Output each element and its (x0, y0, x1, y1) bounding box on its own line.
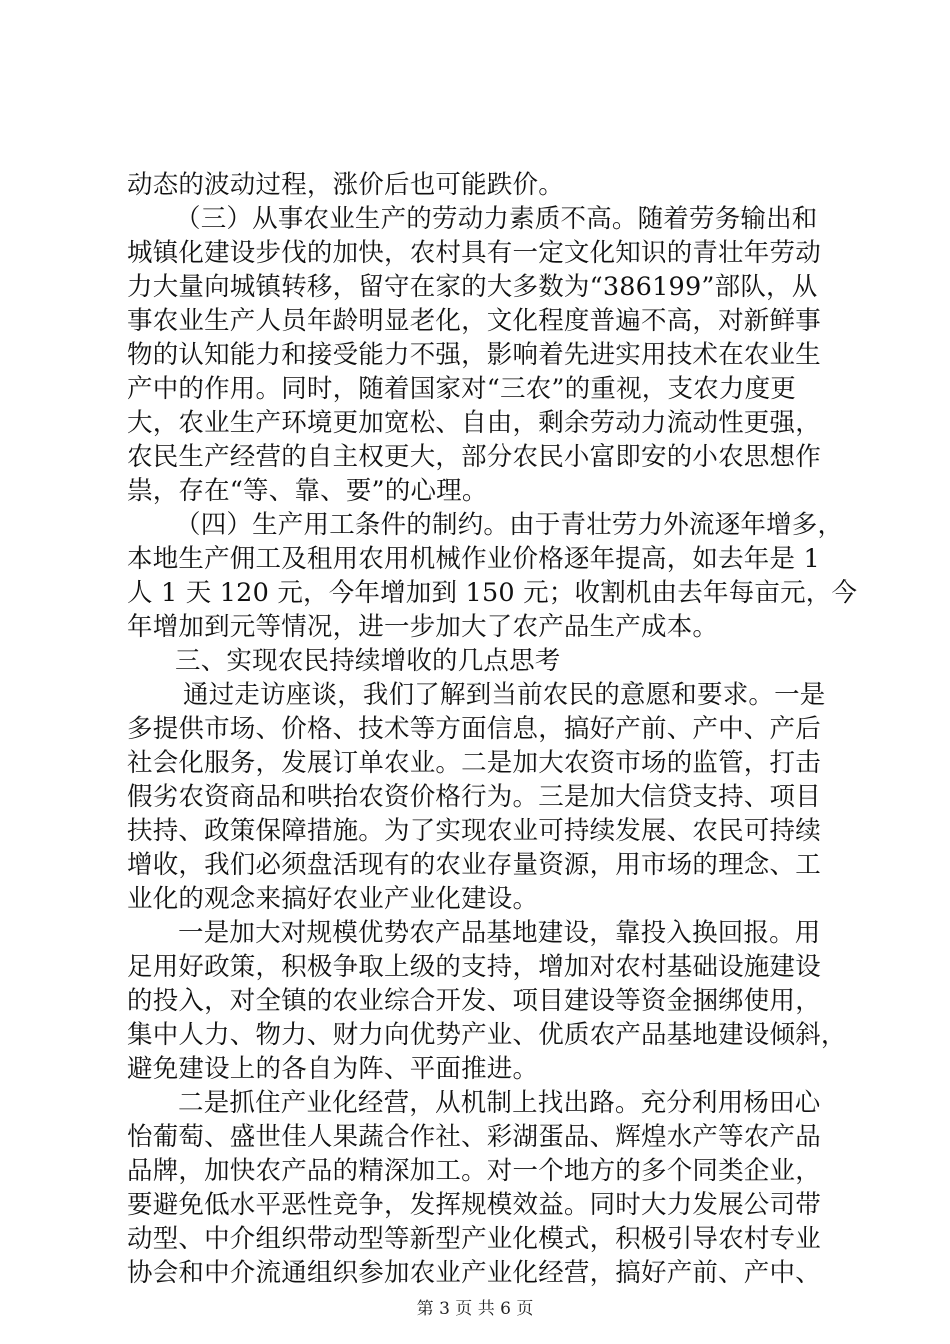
text-line: 祟，存在“等、靠、要”的心理。 (127, 476, 488, 506)
text-line: 避免建设上的各自为阵、平面推进。 (127, 1054, 539, 1084)
text-line: 假劣农资商品和哄抬农资价格行为。三是加大信贷支持、项目 (127, 782, 821, 812)
text-line: 社会化服务，发展订单农业。二是加大农资市场的监管，打击 (127, 748, 821, 778)
text-line: 动型、中介组织带动型等新型产业化模式，积极引导农村专业 (127, 1224, 821, 1254)
section-heading: 三、实现农民持续增收的几点思考 (175, 646, 561, 676)
text-line: 协会和中介流通组织参加农业产业化经营，搞好产前、产中、 (127, 1258, 821, 1288)
text-line: 动态的波动过程，涨价后也可能跌价。 (127, 170, 564, 200)
paragraph-start-line: （三）从事农业生产的劳动力素质不高。随着劳务输出和 (175, 204, 818, 234)
page-footer: 第 3 页 共 6 页 (416, 1299, 534, 1319)
text-line: 年增加到元等情况，进一步加大了农产品生产成本。 (127, 612, 719, 642)
text-line: 力大量向城镇转移，留守在家的大多数为“386199”部队，从 (127, 272, 818, 302)
text-line: 怡葡萄、盛世佳人果蔬合作社、彩湖蛋品、辉煌水产等农产品 (127, 1122, 821, 1152)
text-line: 事农业生产人员年龄明显老化，文化程度普遍不高，对新鲜事 (127, 306, 821, 336)
text-line: 多提供市场、价格、技术等方面信息，搞好产前、产中、产后 (127, 714, 821, 744)
text-line: 农民生产经营的自主权更大，部分农民小富即安的小农思想作 (127, 442, 821, 472)
paragraph-start-line: （四）生产用工条件的制约。由于青壮劳力外流逐年增多， (175, 510, 844, 540)
text-line: 增收，我们必须盘活现有的农业存量资源，用市场的理念、工 (127, 850, 821, 880)
text-line: 足用好政策，积极争取上级的支持，增加对农村基础设施建设 (127, 952, 821, 982)
text-line: 品牌，加快农产品的精深加工。对一个地方的多个同类企业， (127, 1156, 821, 1186)
text-line: 本地生产佣工及租用农用机械作业价格逐年提高，如去年是 1 (127, 544, 820, 574)
text-line: 人 1 天 120 元，今年增加到 150 元；收割机由去年每亩元，今 (127, 578, 858, 608)
text-line: 集中人力、物力、财力向优势产业、优质农产品基地建设倾斜， (127, 1020, 847, 1050)
text-line: 物的认知能力和接受能力不强，影响着先进实用技术在农业生 (127, 340, 821, 370)
text-line: 大，农业生产环境更加宽松、自由，剩余劳动力流动性更强， (127, 408, 821, 438)
text-line: 业化的观念来搞好农业产业化建设。 (127, 884, 539, 914)
text-line: 扶持、政策保障措施。为了实现农业可持续发展、农民可持续 (127, 816, 821, 846)
paragraph-start-line: 二是抓住产业化经营，从机制上找出路。充分利用杨田心 (178, 1088, 821, 1118)
text-line: 产中的作用。同时，随着国家对“三农”的重视，支农力度更 (127, 374, 796, 404)
text-line: 城镇化建设步伐的加快，农村具有一定文化知识的青壮年劳动 (127, 238, 821, 268)
paragraph-start-line: 通过走访座谈，我们了解到当前农民的意愿和要求。一是 (183, 680, 826, 710)
text-line: 的投入，对全镇的农业综合开发、项目建设等资金捆绑使用， (127, 986, 821, 1016)
paragraph-start-line: 一是加大对规模优势农产品基地建设，靠投入换回报。用 (178, 918, 821, 948)
text-line: 要避免低水平恶性竞争，发挥规模效益。同时大力发展公司带 (127, 1190, 821, 1220)
